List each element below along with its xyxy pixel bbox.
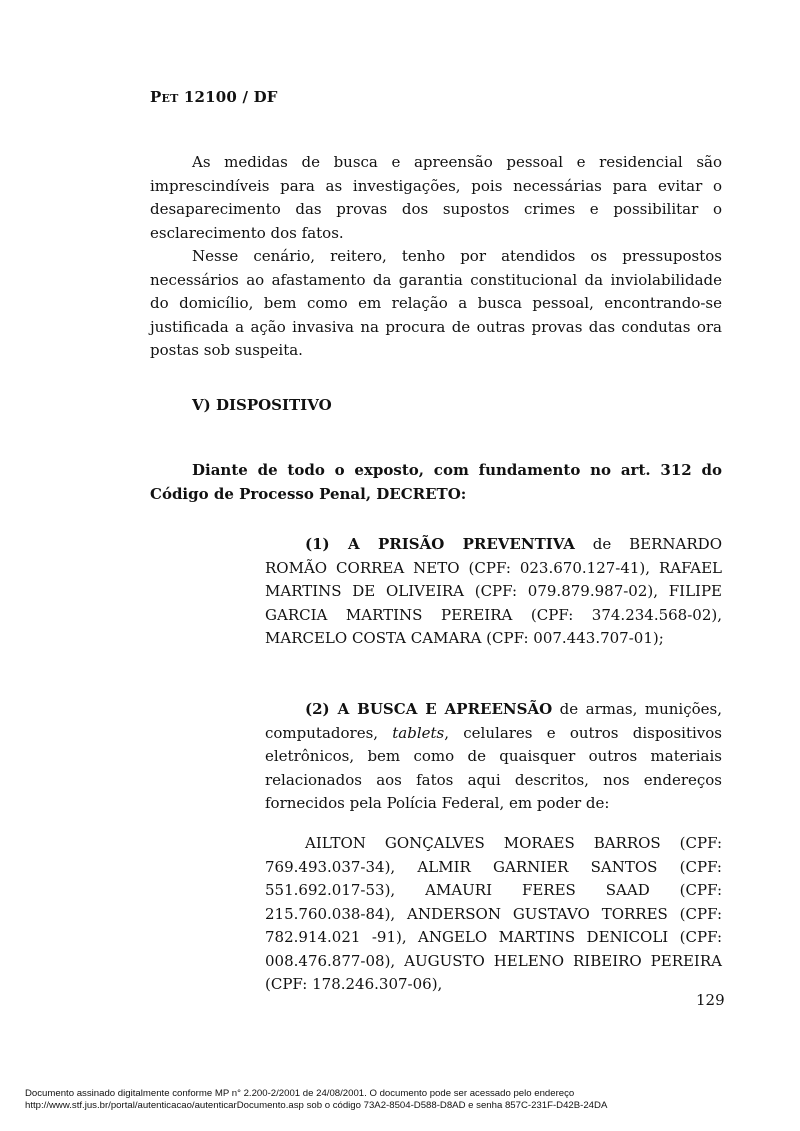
pet-number: 12100 / DF xyxy=(178,88,278,106)
footer-line-2: http://www.stf.jus.br/portal/autenticacao/autenticarDocumento.asp sob o código 73A2-8504-D588-D8AD e senha 857C-231F-D42B-24DA xyxy=(25,1100,608,1111)
footer-line-1: Documento assinado digitalmente conforme MP n° 2.200-2/2001 de 24/08/2001. O documento pode ser acessado pelo endereço xyxy=(25,1088,575,1099)
decree-item-1-heading: (1) A PRISÃO PREVENTIVA xyxy=(305,535,575,553)
decree-intro: Diante de todo o exposto, com fundamento no art. 312 do Código de Processo Penal, DECRETO: xyxy=(150,461,722,503)
decree-item-2-heading: (2) A BUSCA E APREENSÃO xyxy=(305,700,553,718)
decree-item-2-text-a: de armas, munições, computadores, xyxy=(265,700,722,742)
page-header xyxy=(150,88,278,106)
section-title: V) DISPOSITIVO xyxy=(192,396,332,414)
decree-item-1-text: de BERNARDO ROMÃO CORREA NETO (CPF: 023.670.127-41), RAFAEL MARTINS DE OLIVEIRA (CPF: 079.879.987-02), FILIPE GARCIA MARTINS PEREIRA (CPF: 374.234.568-02), MARCELO COSTA CAMARA (CPF: 007.443.707-01); xyxy=(265,535,722,647)
page-number: 129 xyxy=(696,991,725,1009)
decree-names-list: AILTON GONÇALVES MORAES BARROS (CPF: 769.493.037-34), ALMIR GARNIER SANTOS (CPF: 551.692.017-53), AMAURI FERES SAAD (CPF: 215.760.038-84), ANDERSON GUSTAVO TORRES (CPF: 782.914.021 -91), ANGELO MARTINS DENICOLI (CPF: 008.476.877-08), AUGUSTO HELENO RIBEIRO PEREIRA (CPF: 178.246.307-06), xyxy=(265,834,722,993)
decree-item-2 xyxy=(265,698,722,816)
pet-prefix: Pet xyxy=(150,88,179,106)
decree-item-1 xyxy=(265,533,722,651)
body-paragraph-2: Nesse cenário, reitero, tenho por atendidos os pressupostos necessários ao afastamento da garantia constitucional da inviolabilidade do domicílio, bem como em relação a busca pessoal, encontrando-se justificada a ação invasiva na procura de outras provas das condutas ora postas sob suspeita. xyxy=(150,247,722,359)
decree-item-2-text-b: , celulares e outros dispositivos eletrônicos, bem como de quaisquer outros materiais relacionados aos fatos aqui descritos, nos endereços fornecidos pela Polícia Federal, em poder de: xyxy=(265,723,722,812)
footer-authentication xyxy=(25,1088,607,1112)
body-paragraph-1: As medidas de busca e apreensão pessoal e residencial são imprescindíveis para as investigações, pois necessárias para evitar o desaparecimento das provas dos supostos crimes e possibilitar o esclarecimento dos fatos. xyxy=(150,153,722,242)
decree-item-2-italic: tablets xyxy=(392,723,445,742)
